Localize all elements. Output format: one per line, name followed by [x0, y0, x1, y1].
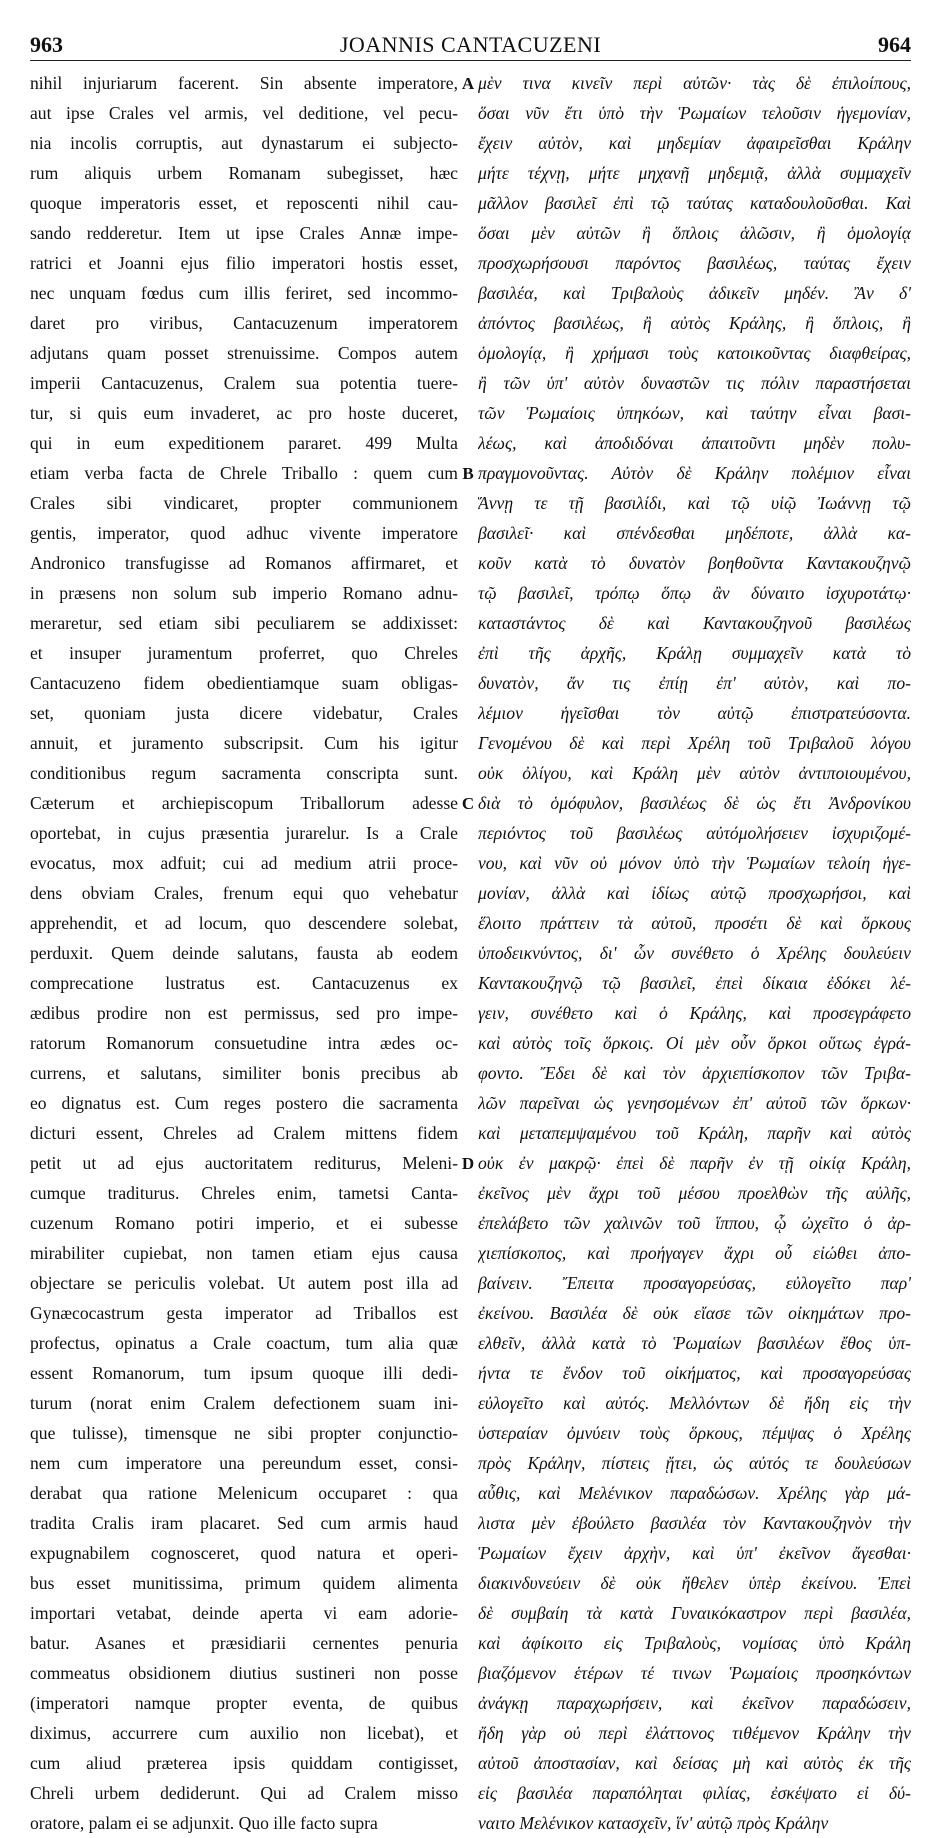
greek-text-line: ἔχειν αὐτὸν, καὶ μηδεμίαν ἀφαιρεῖσθαι Κράλην [478, 133, 911, 153]
latin-text-line: ratrici et Joanni ejus filio imperatori hostis esset, [30, 253, 458, 273]
margin-letter: D [461, 1154, 475, 1173]
greek-text-line: λιστα μὲν ἐβούλετο βασιλέα τὸν Καντακουζηνὸν τὴν [478, 1513, 911, 1533]
latin-text-line: mirabiliter cupiebat, non tamen etiam ejus causa [30, 1243, 458, 1263]
running-title: JOANNIS CANTACUZENI [339, 32, 602, 57]
greek-text-line: ὅσαι νῦν ἔτι ὑπὸ τὴν Ῥωμαίων τελοῦσιν ἡγεμονίαν, [478, 103, 911, 123]
latin-text-line: in præsens non solum sub imperio Romano adnu- [30, 583, 458, 603]
latin-text-line: objectare se periculis volebat. Ut autem post illa ad [30, 1273, 458, 1293]
greek-text-line: βασιλεῖ· καὶ σπένδεσθαι μηδέποτε, ἀλλὰ κα- [478, 523, 911, 543]
latin-text-line: dicturi essent, Chreles ad Cralem mittens fidem [30, 1123, 458, 1143]
greek-text-line: ὅσαι μὲν αὐτῶν ἢ ὅπλοις ἁλῶσιν, ἢ ὁμολογίᾳ [478, 223, 911, 243]
latin-text-line: annuit, et juramento subscripsit. Cum his igitur [30, 733, 458, 753]
latin-text-line: nihil injuriarum facerent. Sin absente imperatore, [30, 73, 458, 93]
greek-text-line: δυνατὸν, ἄν τις ἐπίῃ ἐπ' αὐτὸν, καὶ πο- [478, 673, 911, 693]
margin-letter: B [462, 464, 474, 483]
latin-text-line: eo dignatus est. Cum reges postero die sacramenta [30, 1093, 458, 1113]
greek-text-line: περιόντος τοῦ βασιλέως αὐτόμολήσειεν ἰσχυριζομέ- [478, 823, 911, 843]
greek-text-line: ὑποδεικνύντος, δι' ὧν συνέθετο ὁ Χρέλης δουλεύειν [478, 943, 911, 963]
page-header [30, 32, 911, 62]
latin-text-line: gentis, imperator, quod adhuc vivente imperatore [30, 523, 458, 543]
greek-text-line: φοντο. Ἔδει δὲ καὶ τὸν ἀρχιεπίσκοπον τῶν Τριβα- [478, 1063, 911, 1083]
header-rule [30, 60, 911, 61]
greek-text-line: διὰ τὸ ὁμόφυλον, βασιλέως δὲ ὡς ἔτι Ἀνδρονίκου [478, 793, 911, 813]
latin-text-line: conditionibus regum sacramenta conscripta sunt. [30, 763, 458, 783]
latin-text-line: comprecatione lustratus est. Cantacuzenus ex [30, 973, 458, 993]
latin-text-line: imperii Cantacuzenus, Cralem sua potentia tuere- [30, 373, 458, 393]
greek-text-line: ναιτο Μελένικον κατασχεῖν, ἵν' αὐτῷ πρὸς Κράλην [478, 1813, 829, 1833]
greek-text-line: προσχωρήσουσι παρόντος βασιλέως, ταύτας ἔχειν [478, 253, 911, 273]
greek-text-line: μὲν τινα κινεῖν περὶ αὐτῶν· τὰς δὲ ἐπιλοίπους, [478, 73, 911, 93]
latin-text-line: nem cum imperatore una pereundum esset, consi- [30, 1453, 458, 1473]
greek-text-line: τῶν Ῥωμαίοις ὑπηκόων, καὶ ταύτην εἶναι βασι- [478, 403, 911, 423]
latin-text-line: et insuper juramentum proferret, quo Chreles [30, 643, 458, 663]
greek-text-line: μήτε τέχνῃ, μήτε μηχανῇ μηδεμιᾷ, ἀλλὰ συμμαχεῖν [478, 163, 911, 183]
greek-text-line: αὖθις, καὶ Μελένικον παραδώσων. Χρέλης γὰρ μά- [478, 1483, 911, 1503]
latin-text-line: Chreli urbem dediderunt. Qui ad Cralem misso [30, 1783, 458, 1803]
greek-text-line: αὐτοῦ ἀποστασίαν, καὶ δείσας μὴ καὶ αὐτὸς ἐκ τῆς [478, 1753, 911, 1773]
greek-text-line: ἐκείνου. Βασιλέα δὲ οὐκ εἴασε τῶν οἰκημάτων προ- [478, 1303, 911, 1323]
latin-text-line: profectus, opinatus a Crale coactum, tum alia quæ [30, 1333, 458, 1353]
latin-text-line: sando redderetur. Item ut ipse Crales Annæ impe- [30, 223, 458, 243]
greek-text-line: ἐκεῖνος μὲν ἄχρι τοῦ μέσου προελθὼν τῆς αὐλῆς, [478, 1183, 911, 1203]
latin-text-line: meraretur, sed etiam sibi peculiarem se addixisset: [30, 613, 458, 633]
latin-text-line: ratorum Romanorum consuetudine intra ædes oc- [30, 1033, 458, 1053]
latin-text-line: tur, si quis eum invaderet, ac pro hoste duceret, [30, 403, 458, 423]
latin-text-line: diximus, accurrere cum auxilio non licebat), et [30, 1723, 458, 1743]
greek-text-line: καὶ μεταπεμψαμένου τοῦ Κράλη, παρῆν καὶ αὐτὸς [478, 1123, 911, 1143]
latin-text-line: oportebat, in cujus præsentia jurarelur. Is a Crale [30, 823, 458, 843]
latin-text-line: Cantacuzeno fidem obedientiamque suam obligas- [30, 673, 458, 693]
greek-text-line: ἤδη γὰρ οὐ περὶ ἐλάττονος τιθέμενον Κράλην τὴν [478, 1723, 911, 1743]
latin-text-line: derabat qua ratione Melenicum occuparet : qua [30, 1483, 458, 1503]
greek-text-line: βαίνειν. Ἔπειτα προσαγορεύσας, εὐλογεῖτο παρ' [478, 1273, 911, 1293]
greek-text-line: μονίαν, ἀλλὰ καὶ ἰδίως αὐτῷ προσχωρήσοι, καὶ [478, 883, 911, 903]
latin-text-line: cum aliud præterea ipsis quiddam contigisset, [30, 1753, 458, 1773]
latin-text-line: etiam verba facta de Chrele Triballo : quem cum [30, 463, 458, 483]
greek-text-line: πρὸς Κράλην, πίστεις ᾔτει, ὡς αὐτός τε δουλεύσων [478, 1453, 911, 1473]
greek-text-line: ὑστεραίαν ὀμνύειν τοὺς ὅρκους, πέμψας ὁ Χρέλης [478, 1423, 911, 1443]
latin-text-line: essent Romanorum, tum ipsum quoque illi dedi- [30, 1363, 458, 1383]
latin-text-line: rum aliquis urbem Romanam subegisset, hæc [30, 163, 458, 183]
latin-text-line: (imperatori namque propter eventa, de quibus [30, 1693, 458, 1713]
greek-text-line: βασιλέα, καὶ Τριβαλοὺς ἀδικεῖν μηδέν. Ἂν δ' [478, 283, 911, 303]
left-page-number: 963 [30, 32, 63, 57]
greek-text-line: δὲ συμβαίη τὰ κατὰ Γυναικόκαστρον περὶ βασιλέα, [478, 1603, 911, 1623]
greek-text-line: ελθεῖν, ἀλλὰ κατὰ τὸ Ῥωμαίων βασιλέων ἔθος ὑπ- [478, 1333, 911, 1353]
greek-text-line: καταστάντος δὲ καὶ Καντακουζηνοῦ βασιλέως [478, 613, 911, 633]
greek-text-line: καὶ αὐτὸς τοῖς ὅρκοις. Οἱ μὲν οὖν ὅρκοι οὕτως ἐγρά- [478, 1033, 911, 1053]
latin-text-line: adjutans quam posset strenuissime. Compos autem [30, 343, 458, 363]
latin-text-line: turum (norat enim Cralem defectionem suam ini- [30, 1393, 458, 1413]
greek-text-line: λέμιον ἡγεῖσθαι τὸν αὐτῷ ἐπιστρατεύσοντα. [478, 703, 911, 723]
margin-letter: A [461, 74, 475, 93]
right-page-number: 964 [878, 32, 911, 57]
latin-text-line: petit ut ad ejus auctoritatem rediturus, Meleni- [30, 1153, 458, 1173]
latin-text-line: cuzenum Romano potiri imperio, et ei subesse [30, 1213, 458, 1233]
latin-text-line: ædibus prodire non est permissus, sed pro impe- [30, 1003, 458, 1023]
greek-text-line: λῶν παρεῖναι ὡς γενησομένων ἐπ' αὐτοῦ τῶν ὅρκων· [478, 1093, 911, 1113]
latin-column [30, 68, 458, 1838]
latin-text-line: quoque imperatoris esset, et reposcenti nihil cau- [30, 193, 458, 213]
greek-text-line: λέως, καὶ ἀποδιδόναι ἀπαιτοῦντι μηδὲν πολυ- [478, 433, 911, 453]
latin-text-line: dens obviam Crales, frenum equi quo vehebatur [30, 883, 458, 903]
latin-text-line: bus esset munitissima, primum quidem alimenta [30, 1573, 458, 1593]
greek-text-line: εἰς βασιλέα παραπόληται φιλίας, ἐσκέψατο εἰ δύ- [478, 1783, 911, 1803]
greek-text-line: ἐπελάβετο τῶν χαλινῶν τοῦ ἵππου, ᾧ ὠχεῖτο ὁ ἀρ- [478, 1213, 911, 1233]
latin-text-line: importari vetabat, deinde aperta vi eam adorie- [30, 1603, 458, 1623]
greek-text-line: πραγμονοῦντας. Αὐτὸν δὲ Κράλην πολέμιον εἶναι [478, 463, 911, 483]
latin-text-line: apprehendit, et ad locum, quo descendere solebat, [30, 913, 458, 933]
greek-text-line: ὁμολογίᾳ, ἢ χρήμασι τοὺς κατοικοῦντας διαφθείρας, [478, 343, 911, 363]
latin-text-line: commeatus obsidionem diutius sustineri non posse [30, 1663, 458, 1683]
latin-text-line: que tulisse), timensque ne sibi propter conjunctio- [30, 1423, 458, 1443]
greek-text-line: οὐκ ὀλίγου, καὶ Κράλη μὲν αὐτὸν ἀντιποιουμένου, [478, 763, 911, 783]
latin-text-line: nia incolis corruptis, aut dynastarum ei subjecto- [30, 133, 458, 153]
greek-text-line: ἀπόντος βασιλέως, ἢ αὐτὸς Κράλης, ἢ ὅπλοις, ἢ [478, 313, 911, 333]
latin-text-line: Gynæcocastrum gesta imperator ad Triballos est [30, 1303, 458, 1323]
greek-text-line: ήντα τε ἔνδον τοῦ οἰκήματος, καὶ προσαγορεύσας [478, 1363, 911, 1383]
greek-text-line: καὶ ἀφίκοιτο εἰς Τριβαλοὺς, νομίσας ὑπὸ Κράλη [478, 1633, 911, 1653]
greek-text-line: ἕλοιτο πράττειν τὰ αὐτοῦ, προσέτι δὲ καὶ ὅρκους [478, 913, 911, 933]
latin-text-line: cumque traditurus. Chreles enim, tametsi Canta- [30, 1183, 458, 1203]
greek-text-line: Γενομένου δὲ καὶ περὶ Χρέλη τοῦ Τριβαλοῦ λόγου [478, 733, 911, 753]
latin-text-line: Crales sibi vindicaret, propter communionem [30, 493, 458, 513]
margin-letter: C [461, 794, 475, 813]
greek-text-line: κοῦν κατὰ τὸ δυνατὸν βοηθοῦντα Καντακουζηνῷ [478, 553, 911, 573]
greek-text-line: ἀνάγκῃ παραχωρήσειν, καὶ ἐκεῖνον παραδώσειν, [478, 1693, 911, 1713]
greek-column [478, 68, 911, 1838]
greek-text-line: οὐκ ἐν μακρῷ· ἐπεὶ δὲ παρῆν ἐν τῇ οἰκίᾳ Κράλη, [478, 1153, 911, 1173]
greek-text-line: χιεπίσκοπος, καὶ προήγαγεν ἄχρι οὗ εἰώθει ἀπο- [478, 1243, 911, 1263]
latin-text-line: expugnabilem cognosceret, quod natura et operi- [30, 1543, 458, 1563]
greek-text-line: τῷ βασιλεῖ, τρόπῳ ὅπῳ ἂν δύναιτο ἰσχυροτάτῳ· [478, 583, 911, 603]
latin-text-line: currens, et salutans, similiter bonis precibus ab [30, 1063, 458, 1083]
greek-text-line: ἐπὶ τῆς ἀρχῆς, Κράλῃ συμμαχεῖν κατὰ τὸ [478, 643, 911, 663]
greek-text-line: εὐλογεῖτο καὶ αὐτός. Μελλόντων δὲ ἤδη εἰς τὴν [478, 1393, 911, 1413]
greek-text-line: Καντακουζηνῷ τῷ βασιλεῖ, ἐπεὶ δίκαια ἐδόκει λέ- [478, 973, 911, 993]
latin-text-line: nec unquam fœdus cum illis feriret, sed incommo- [30, 283, 458, 303]
latin-text-line: set, quoniam justa dicere videbatur, Crales [30, 703, 458, 723]
greek-text-line: ἢ τῶν ὑπ' αὐτὸν δυναστῶν τις πόλιν παραστήσεται [478, 373, 911, 393]
latin-text-line: daret pro viribus, Cantacuzenum imperatorem [30, 313, 458, 333]
greek-text-line: γειν, συνέθετο καὶ ὁ Κράλης, καὶ προσεγράφετο [478, 1003, 911, 1023]
greek-text-line: Ῥωμαίων ἔχειν ἀρχὴν, καὶ ὑπ' ἐκεῖνον ἄγεσθαι· [478, 1543, 911, 1563]
latin-text-line: qui in eum expeditionem pararet. 499 Multa [30, 433, 458, 453]
greek-text-line: νου, καὶ νῦν οὐ μόνον ὑπὸ τὴν Ῥωμαίων τελοίη ἡγε- [478, 853, 911, 873]
latin-text-line: Cæterum et archiepiscopum Triballorum adesse [30, 793, 458, 813]
greek-text-line: μᾶλλον βασιλεῖ ἐπὶ τῷ ταύτας καταδουλοῦσθαι. Καὶ [478, 193, 911, 213]
latin-text-line: oratore, palam ei se adjunxit. Quo ille facto supra [30, 1813, 378, 1833]
latin-text-line: Andronico transfugisse ad Romanos affirmaret, et [30, 553, 458, 573]
latin-text-line: tradita Cralis iram placaret. Sed cum armis haud [30, 1513, 458, 1533]
latin-text-line: evocatus, mox adfuit; cui ad medium atrii proce- [30, 853, 458, 873]
latin-text-line: perduxit. Quem deinde salutans, fausta ab eodem [30, 943, 458, 963]
latin-text-line: batur. Asanes et præsidiarii cernentes penuria [30, 1633, 458, 1653]
greek-text-line: βιαζόμενον ἑτέρων τέ τινων Ῥωμαίοις προσηκόντων [478, 1663, 911, 1683]
greek-text-line: διακινδυνεύειν δὲ οὐκ ἤθελεν ὑπὲρ ἐκείνου. Ἐπεὶ [478, 1573, 911, 1593]
latin-text-line: aut ipse Crales vel armis, vel deditione, vel pecu- [30, 103, 458, 123]
greek-text-line: Ἄννῃ τε τῇ βασιλίδι, καὶ τῷ υἱῷ Ἰωάννῃ τῷ [478, 493, 911, 513]
